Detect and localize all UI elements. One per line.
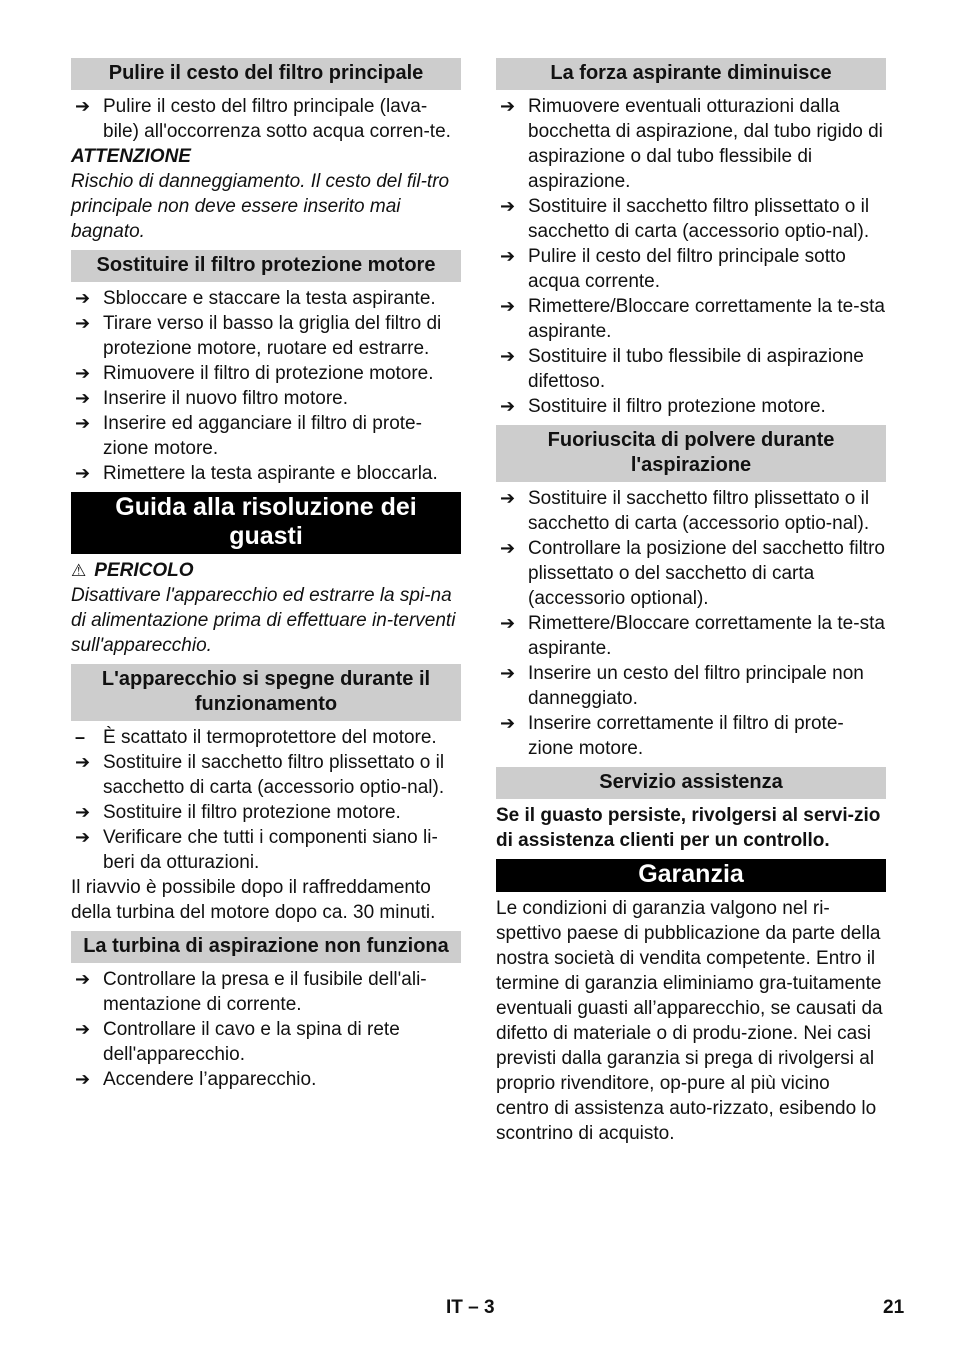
- arrow-right-icon: ➔: [75, 313, 91, 333]
- list-motor-filter: [71, 286, 461, 486]
- left-column: [71, 58, 461, 1092]
- arrow-right-icon: ➔: [500, 663, 516, 683]
- list-item: ➔ Inserire ed agganciare il filtro di prote-zione motore.: [75, 413, 422, 459]
- arrow-right-icon: ➔: [75, 463, 91, 483]
- section-title-device-shuts-off: L'apparecchio si spegne durante il funzionamento: [71, 664, 461, 721]
- arrow-right-icon: ➔: [500, 613, 516, 633]
- arrow-right-icon: ➔: [500, 713, 516, 733]
- list-item: ➔ Pulire il cesto del filtro principale (lava-bile) all'occorrenza sotto acqua corren-te.: [75, 96, 451, 142]
- list-device-shuts-off: [71, 725, 461, 875]
- arrow-right-icon: ➔: [500, 396, 516, 416]
- list-item: ➔ Sostituire il sacchetto filtro plissettato o il sacchetto di carta (accessorio optio-nal).: [500, 196, 870, 242]
- arrow-right-icon: ➔: [75, 96, 91, 116]
- section-title-customer-service: Servizio assistenza: [496, 767, 886, 799]
- danger-text: Disattivare l'apparecchio ed estrarre la spi-na di alimentazione prima di effettuare in-terventi sull'apparecchio.: [71, 585, 456, 656]
- section-title-clean-filter-basket: Pulire il cesto del filtro principale: [71, 58, 461, 90]
- arrow-right-icon: ➔: [500, 538, 516, 558]
- list-item: ➔ Verificare che tutti i componenti siano li-beri da otturazioni.: [75, 827, 438, 873]
- footer-page-number: 21: [883, 1297, 905, 1318]
- restart-note: Il riavvio è possibile dopo il raffreddamento della turbina del motore dopo ca. 30 minuti.: [71, 877, 436, 923]
- list-item: ➔ Rimettere/Bloccare correttamente la te-sta aspirante.: [500, 296, 885, 342]
- arrow-right-icon: ➔: [75, 827, 91, 847]
- list-clean-filter-basket: [71, 94, 461, 144]
- attention-label: ATTENZIONE: [71, 146, 191, 167]
- right-column: [496, 58, 886, 1146]
- arrow-right-icon: ➔: [500, 96, 516, 116]
- footer-language-page: IT – 3: [446, 1297, 495, 1318]
- list-item: ➔ Sostituire il filtro protezione motore.: [75, 802, 401, 823]
- section-title-suction-decreases: La forza aspirante diminuisce: [496, 58, 886, 90]
- chapter-title-troubleshooting: Guida alla risoluzione dei guasti: [71, 492, 461, 554]
- arrow-right-icon: ➔: [75, 1069, 91, 1089]
- list-item: ➔ Controllare la posizione del sacchetto filtro plissettato o del sacchetto di carta (accessorio optional).: [500, 538, 885, 609]
- list-item: ➔ Sostituire il tubo flessibile di aspirazione difettoso.: [500, 346, 864, 392]
- list-item: ➔ Sbloccare e staccare la testa aspirante.: [75, 288, 436, 309]
- list-item: ➔ Inserire correttamente il filtro di prote-zione motore.: [500, 713, 844, 759]
- arrow-right-icon: ➔: [500, 196, 516, 216]
- arrow-right-icon: ➔: [75, 288, 91, 308]
- list-turbine-not-working: [71, 967, 461, 1092]
- arrow-right-icon: ➔: [75, 969, 91, 989]
- list-item: ➔ Rimuovere il filtro di protezione motore.: [75, 363, 434, 384]
- list-item: ➔ Rimuovere eventuali otturazioni dalla bocchetta di aspirazione, dal tubo rigido di aspirazione o dal tubo flessibile di aspirazione.: [500, 96, 883, 192]
- attention-text: Rischio di danneggiamento. Il cesto del fil-tro principale non deve essere inserito mai bagnato.: [71, 171, 450, 242]
- chapter-title-warranty: Garanzia: [496, 859, 886, 892]
- arrow-right-icon: ➔: [75, 363, 91, 383]
- warranty-text: Le condizioni di garanzia valgono nel ri-spettivo paese di pubblicazione da parte della nostra società di vendita competente. Entro il termine di garanzia eliminiamo gra-tuitamente eventuali guasti all’apparecchio, se causati da difetto di materiale o di produ-zione. Nei casi previsti dalla garanzia si prega di rivolgersi al proprio rivenditore, op-pure al più vicino centro di assistenza auto-rizzato, esibendo lo scontrino di acquisto.: [496, 898, 883, 1144]
- section-title-dust-leak: Fuoriuscita di polvere durante l'aspirazione: [496, 425, 886, 482]
- arrow-right-icon: ➔: [75, 388, 91, 408]
- list-item: ➔ Controllare il cavo e la spina di rete dell'apparecchio.: [75, 1019, 400, 1065]
- warning-triangle-icon: ⚠: [71, 561, 87, 580]
- list-item: ➔ Accendere l’apparecchio.: [75, 1069, 317, 1090]
- arrow-right-icon: ➔: [75, 802, 91, 822]
- customer-service-text: Se il guasto persiste, rivolgersi al servi-zio di assistenza clienti per un controllo.: [496, 805, 881, 851]
- list-item: – È scattato il termoprotettore del motore.: [75, 727, 437, 748]
- list-item: ➔ Sostituire il filtro protezione motore.: [500, 396, 826, 417]
- arrow-right-icon: ➔: [500, 488, 516, 508]
- list-dust-leak: [496, 486, 886, 761]
- arrow-right-icon: ➔: [500, 296, 516, 316]
- arrow-right-icon: ➔: [500, 346, 516, 366]
- list-item: ➔ Sostituire il sacchetto filtro plissettato o il sacchetto di carta (accessorio optio-nal).: [500, 488, 870, 534]
- danger-heading: ⚠ PERICOLO: [71, 560, 194, 581]
- arrow-right-icon: ➔: [75, 752, 91, 772]
- arrow-right-icon: ➔: [75, 1019, 91, 1039]
- list-suction-decreases: [496, 94, 886, 419]
- list-item: ➔ Inserire il nuovo filtro motore.: [75, 388, 348, 409]
- list-item: ➔ Rimettere la testa aspirante e bloccarla.: [75, 463, 438, 484]
- list-item: ➔ Pulire il cesto del filtro principale sotto acqua corrente.: [500, 246, 846, 292]
- arrow-right-icon: ➔: [75, 413, 91, 433]
- section-title-motor-filter: Sostituire il filtro protezione motore: [71, 250, 461, 282]
- list-item: ➔ Controllare la presa e il fusibile dell'ali-mentazione di corrente.: [75, 969, 427, 1015]
- section-title-turbine-not-working: La turbina di aspirazione non funziona: [71, 931, 461, 963]
- list-item: ➔ Tirare verso il basso la griglia del filtro di protezione motore, ruotare ed estrarre.: [75, 313, 442, 359]
- list-item: ➔ Rimettere/Bloccare correttamente la te-sta aspirante.: [500, 613, 885, 659]
- list-item: ➔ Inserire un cesto del filtro principale non danneggiato.: [500, 663, 864, 709]
- arrow-right-icon: ➔: [500, 246, 516, 266]
- list-item: ➔ Sostituire il sacchetto filtro plissettato o il sacchetto di carta (accessorio optio-nal).: [75, 752, 445, 798]
